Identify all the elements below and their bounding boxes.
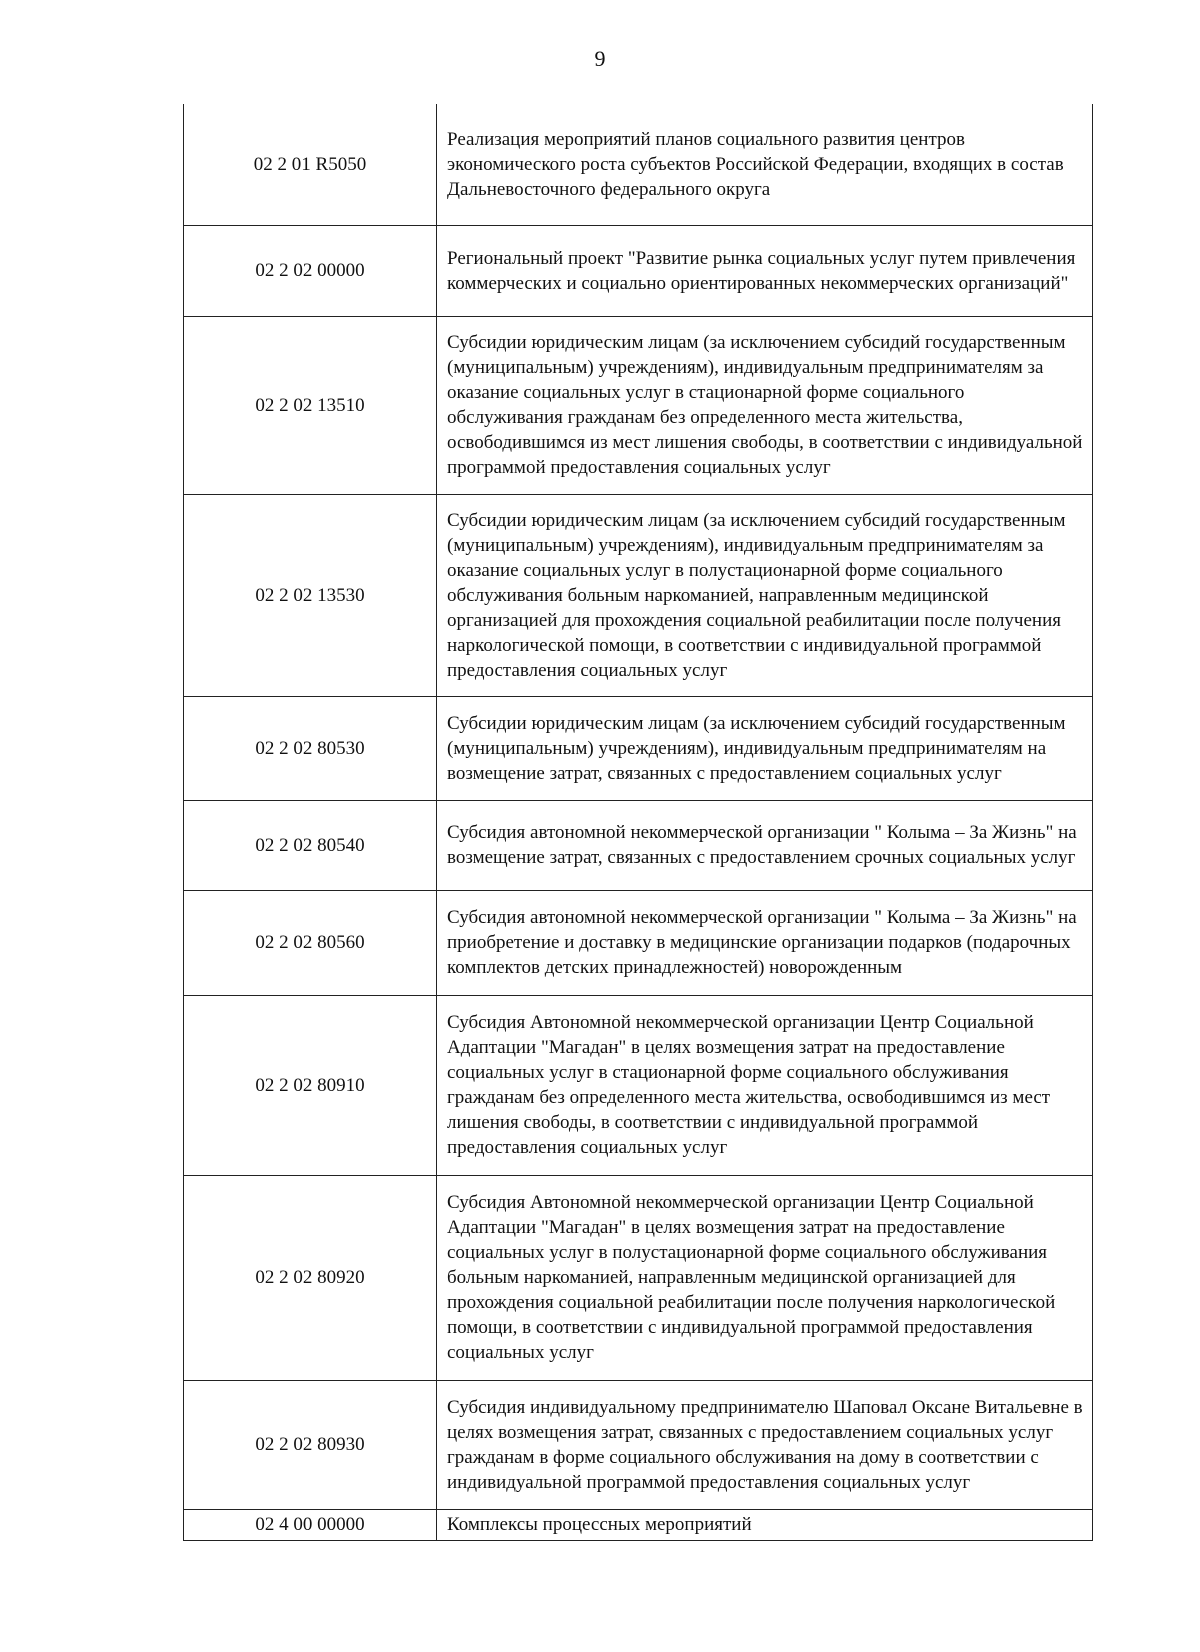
- table-row: [184, 890, 1093, 995]
- table-row: [184, 104, 1093, 225]
- table-row: [184, 1380, 1093, 1509]
- table-row: [184, 494, 1093, 696]
- row-code: 02 2 02 80540: [184, 800, 437, 890]
- row-description: Субсидия Автономной некоммерческой организации Центр Социальной Адаптации "Магадан" в целях возмещения затрат на предоставление социальных услуг в стационарной форме социального обслуживания гражданам без определенного места жительства, освободившимся из мест лишения свободы, в соответствии с индивидуальной программой предоставления социальных услуг: [437, 995, 1093, 1175]
- table-row: [184, 995, 1093, 1175]
- row-description: Комплексы процессных мероприятий: [437, 1509, 1093, 1540]
- row-description: Субсидия индивидуальному предпринимателю Шаповал Оксане Витальевне в целях возмещения затрат, связанных с предоставлением социальных услуг гражданам в форме социального обслуживания на дому в соответствии с индивидуальной программой предоставления социальных услуг: [437, 1380, 1093, 1509]
- table-row: [184, 800, 1093, 890]
- table-row: [184, 696, 1093, 800]
- row-description: Субсидия Автономной некоммерческой организации Центр Социальной Адаптации "Магадан" в целях возмещения затрат на предоставление социальных услуг в полустационарной форме социального обслуживания больным наркоманией, направленным медицинской организацией для прохождения социальной реабилитации после получения наркологической помощи, в соответствии с индивидуальной программой предоставления социальных услуг: [437, 1175, 1093, 1380]
- row-description: Субсидии юридическим лицам (за исключением субсидий государственным (муниципальным) учреждениям), индивидуальным предпринимателям за оказание социальных услуг в полустационарной форме социального обслуживания больным наркоманией, направленным медицинской организацией для прохождения социальной реабилитации после получения наркологической помощи, в соответствии с индивидуальной программой предоставления социальных услуг: [437, 494, 1093, 696]
- row-code: 02 2 02 80910: [184, 995, 437, 1175]
- row-description: Субсидия автономной некоммерческой организации " Колыма – За Жизнь" на возмещение затрат, связанных с предоставлением срочных социальных услуг: [437, 800, 1093, 890]
- row-description: Субсидии юридическим лицам (за исключением субсидий государственным (муниципальным) учреждениям), индивидуальным предпринимателям за оказание социальных услуг в стационарной форме социального обслуживания гражданам без определенного места жительства, освободившимся из мест лишения свободы, в соответствии с индивидуальной программой предоставления социальных услуг: [437, 316, 1093, 494]
- table-row: [184, 1175, 1093, 1380]
- row-code: 02 2 02 13530: [184, 494, 437, 696]
- row-code: 02 2 02 00000: [184, 225, 437, 316]
- row-code: 02 4 00 00000: [184, 1509, 437, 1540]
- row-code: 02 2 02 13510: [184, 316, 437, 494]
- row-code: 02 2 01 R5050: [184, 104, 437, 225]
- row-description: Региональный проект "Развитие рынка социальных услуг путем привлечения коммерческих и социально ориентированных некоммерческих организаций": [437, 225, 1093, 316]
- row-code: 02 2 02 80560: [184, 890, 437, 995]
- row-code: 02 2 02 80530: [184, 696, 437, 800]
- budget-classification-table: [183, 104, 1093, 1541]
- row-code: 02 2 02 80930: [184, 1380, 437, 1509]
- row-description: Субсидии юридическим лицам (за исключением субсидий государственным (муниципальным) учреждениям), индивидуальным предпринимателям на возмещение затрат, связанных с предоставлением социальных услуг: [437, 696, 1093, 800]
- row-code: 02 2 02 80920: [184, 1175, 437, 1380]
- page-number: 9: [594, 46, 606, 71]
- table-row: [184, 225, 1093, 316]
- table-row: [184, 316, 1093, 494]
- row-description: Субсидия автономной некоммерческой организации " Колыма – За Жизнь" на приобретение и доставку в медицинские организации подарков (подарочных комплектов детских принадлежностей) новорожденным: [437, 890, 1093, 995]
- row-description: Реализация мероприятий планов социального развития центров экономического роста субъектов Российской Федерации, входящих в состав Дальневосточного федерального округа: [437, 104, 1093, 225]
- table-row: [184, 1509, 1093, 1540]
